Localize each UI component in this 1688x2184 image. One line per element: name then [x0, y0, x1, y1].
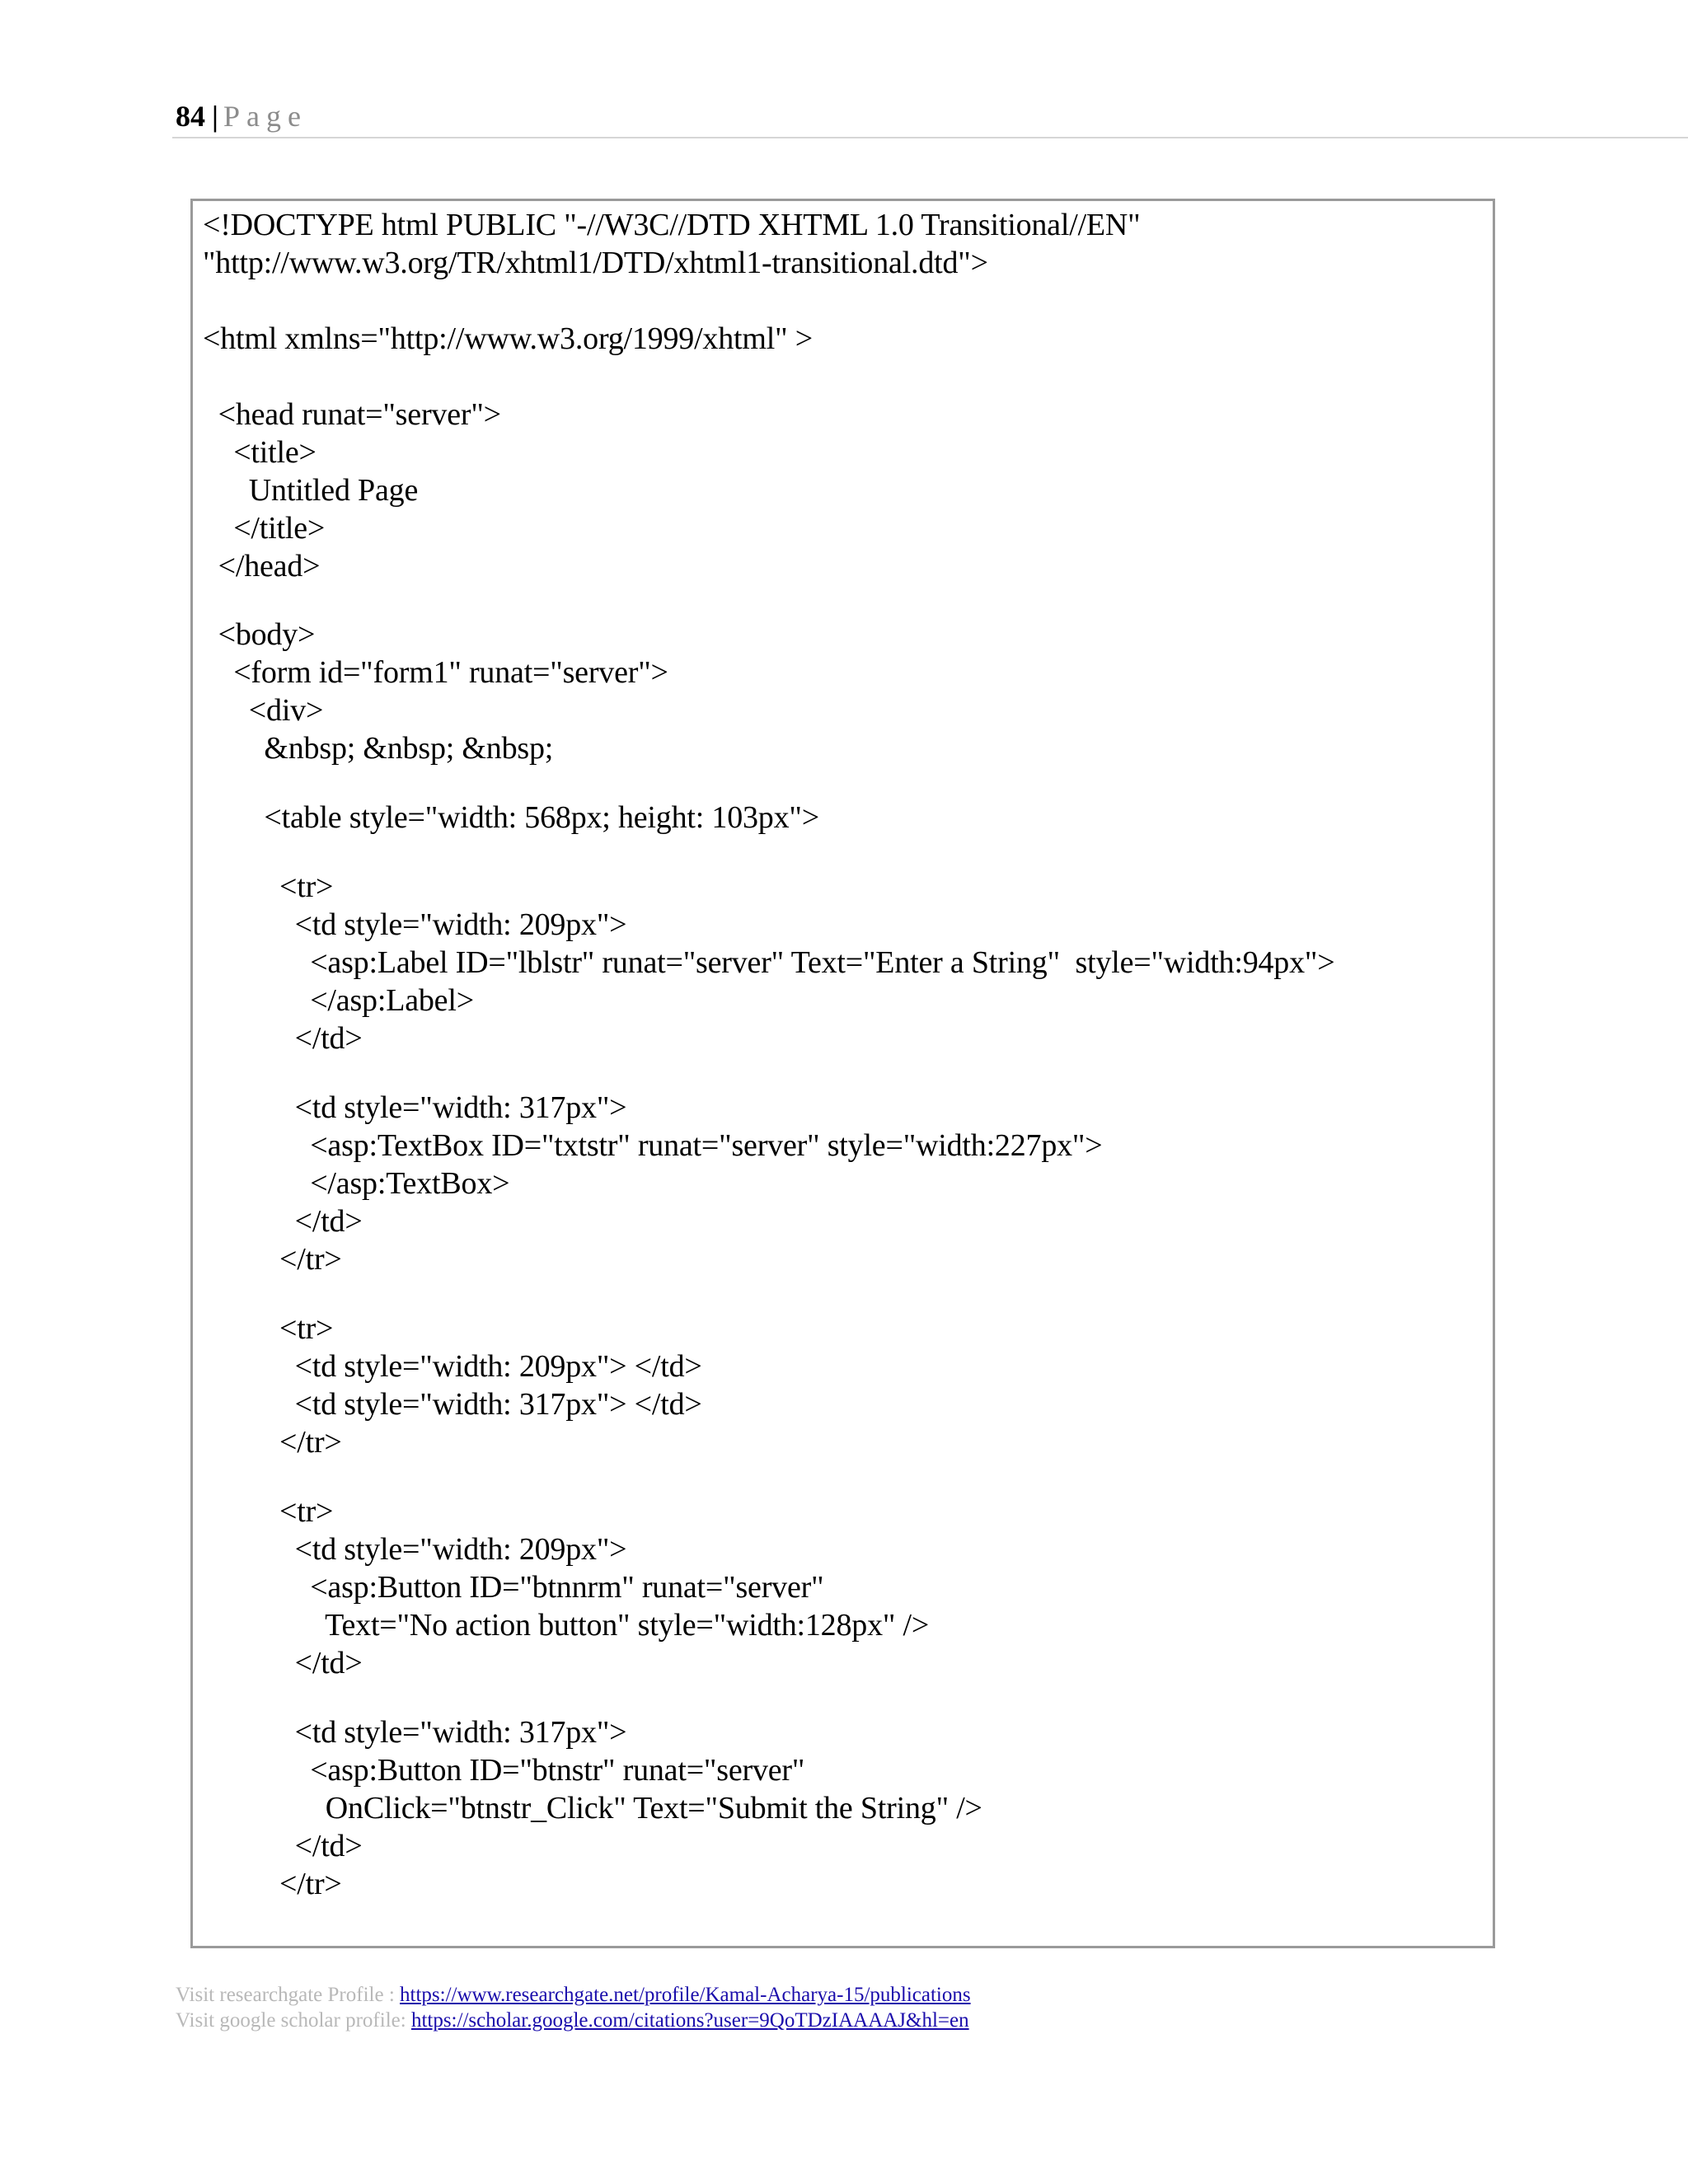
code-line: </tr>	[203, 1242, 342, 1277]
code-line: OnClick="btnstr_Click" Text="Submit the String" />	[203, 1791, 982, 1825]
code-line: <asp:Button ID="btnstr" runat="server"	[203, 1753, 805, 1788]
code-line: <head runat="server">	[203, 397, 501, 432]
code-line: <asp:Label ID="lblstr" runat="server" Text="Enter a String" style="width:94px">	[203, 945, 1335, 980]
code-line: <td style="width: 209px"> </td>	[203, 1349, 702, 1384]
code-line: <td style="width: 317px">	[203, 1715, 627, 1750]
code-line: </asp:TextBox>	[203, 1166, 510, 1201]
code-line: </asp:Label>	[203, 983, 474, 1018]
researchgate-link[interactable]: https://www.researchgate.net/profile/Kamal-Acharya-15/publications	[400, 1984, 971, 2006]
code-line: </head>	[203, 549, 321, 583]
code-line: &nbsp; &nbsp; &nbsp;	[203, 731, 554, 766]
code-line: <body>	[203, 617, 316, 652]
code-line: <div>	[203, 693, 324, 728]
header-separator: |	[212, 100, 218, 133]
code-line: "http://www.w3.org/TR/xhtml1/DTD/xhtml1-transitional.dtd">	[203, 246, 988, 280]
code-line: <html xmlns="http://www.w3.org/1999/xhtml" >	[203, 321, 813, 356]
page-number: 84	[176, 100, 205, 133]
code-line: Text="No action button" style="width:128px" />	[203, 1608, 930, 1643]
code-line: </tr>	[203, 1425, 342, 1460]
code-line: <tr>	[203, 869, 334, 904]
page-word: Page	[223, 100, 307, 133]
page-header	[176, 96, 307, 137]
code-line: <td style="width: 209px">	[203, 907, 627, 942]
code-line: <td style="width: 317px">	[203, 1090, 627, 1125]
code-listing-box	[190, 199, 1495, 1948]
code-line: <form id="form1" runat="server">	[203, 655, 668, 690]
scholar-label: Visit google scholar profile:	[176, 2009, 411, 2032]
code-line: <td style="width: 317px"> </td>	[203, 1387, 702, 1422]
code-line: </td>	[203, 1646, 363, 1680]
code-line: <asp:TextBox ID="txtstr" runat="server" style="width:227px">	[203, 1128, 1103, 1163]
code-line: <title>	[203, 435, 316, 470]
code-line: </td>	[203, 1021, 363, 1056]
code-line: <table style="width: 568px; height: 103px">	[203, 800, 819, 835]
code-line: </tr>	[203, 1867, 342, 1901]
researchgate-label: Visit researchgate Profile :	[176, 1984, 401, 2006]
header-rule	[172, 137, 1688, 138]
code-line: <td style="width: 209px">	[203, 1532, 627, 1567]
code-line: Untitled Page	[203, 473, 419, 508]
footer-researchgate	[176, 1983, 971, 2008]
code-line: <asp:Button ID="btnnrm" runat="server"	[203, 1570, 824, 1605]
code-line: </td>	[203, 1829, 363, 1863]
code-line: <!DOCTYPE html PUBLIC "-//W3C//DTD XHTML 1.0 Transitional//EN"	[203, 208, 1141, 242]
scholar-link[interactable]: https://scholar.google.com/citations?user=9QoTDzIAAAAJ&hl=en	[410, 2009, 969, 2032]
code-line: <tr>	[203, 1311, 334, 1346]
code-line: <tr>	[203, 1494, 334, 1529]
footer-scholar	[176, 2008, 969, 2033]
code-line: </title>	[203, 511, 326, 546]
code-line: </td>	[203, 1204, 363, 1239]
